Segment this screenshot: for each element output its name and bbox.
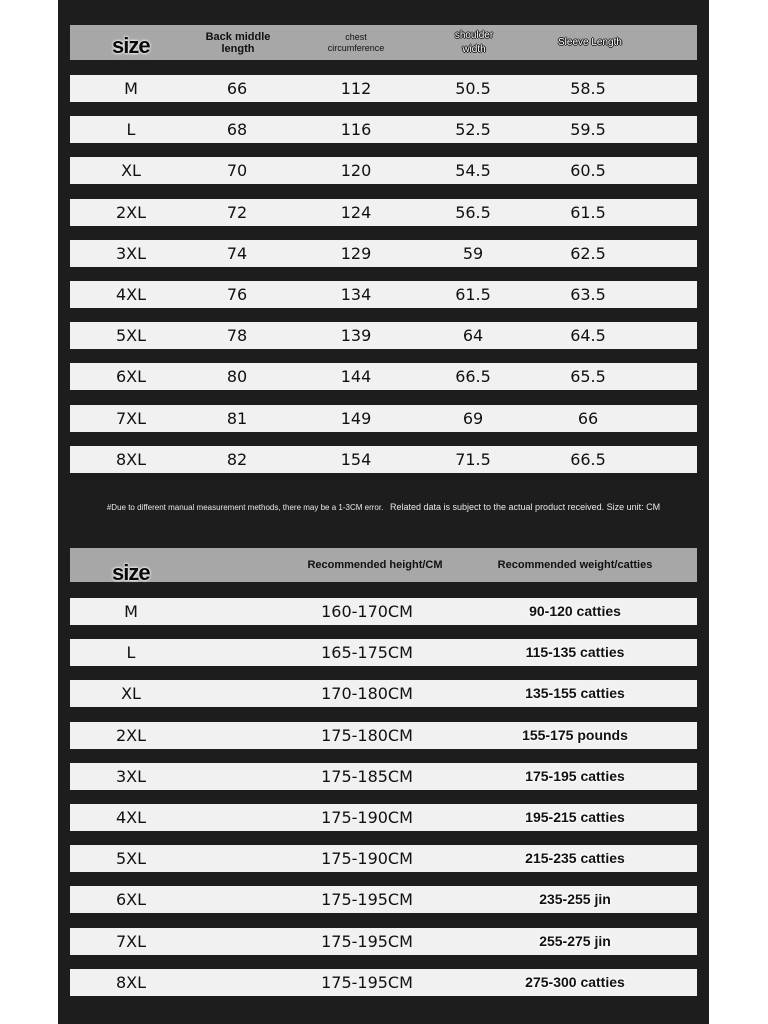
cell-sleeve: 64.5: [570, 326, 606, 346]
cell-back: 82: [226, 449, 248, 469]
cell-chest: 112: [340, 79, 372, 98]
cell-height: 170-180CM: [321, 684, 413, 704]
cell-size: 4XL: [115, 808, 147, 827]
cell-weight: 195-215 catties: [525, 809, 625, 825]
cell-sleeve: 60.5: [570, 161, 606, 181]
recommendation-table-header: [70, 548, 697, 585]
cell-weight: 255-275 jin: [539, 932, 611, 949]
size-header-label: size: [112, 33, 150, 58]
cell-weight: 175-195 catties: [525, 767, 625, 784]
cell-sleeve: 66: [577, 408, 599, 428]
table-row: [70, 116, 697, 143]
table-row: [70, 928, 697, 955]
cell-back: 78: [226, 326, 248, 346]
table-row: [70, 804, 697, 831]
cell-size: 4XL: [115, 285, 147, 304]
table-row: [70, 157, 697, 184]
cell-weight: 235-255 jin: [539, 891, 611, 908]
cell-shoulder: 59: [462, 243, 484, 263]
cell-chest: 149: [340, 408, 372, 428]
cell-weight: 275-300 catties: [525, 973, 625, 990]
cell-shoulder: 69: [462, 408, 484, 428]
cell-size: 2XL: [115, 202, 147, 222]
cell-sleeve: 61.5: [570, 202, 606, 222]
cell-chest: 120: [340, 161, 372, 181]
header-sleeve: Sleeve Length: [558, 36, 622, 48]
table-row: [70, 598, 697, 625]
cell-chest: 129: [340, 243, 372, 263]
cell-height: 165-175CM: [321, 643, 413, 663]
cell-shoulder: 52.5: [455, 120, 491, 140]
cell-size: 8XL: [115, 449, 147, 469]
cell-weight: 135-155 catties: [525, 685, 625, 702]
cell-back: 66: [226, 79, 248, 98]
header-height: Recommended height/CM: [307, 559, 443, 571]
cell-size: 3XL: [115, 766, 147, 786]
cell-shoulder: 56.5: [455, 202, 491, 222]
cell-size: 7XL: [115, 931, 147, 951]
cell-height: 175-190CM: [321, 808, 413, 827]
table-row: [70, 199, 697, 226]
header-chest: chest circumference: [327, 31, 385, 53]
table-row: [70, 322, 697, 349]
cell-shoulder: 71.5: [455, 449, 491, 469]
cell-back: 70: [226, 161, 248, 181]
cell-sleeve: 59.5: [570, 120, 606, 140]
cell-height: 175-185CM: [321, 766, 413, 786]
cell-back: 80: [226, 367, 248, 387]
cell-size: 8XL: [115, 972, 147, 992]
cell-back: 74: [226, 243, 248, 263]
cell-size: 6XL: [115, 890, 147, 910]
cell-size: XL: [121, 684, 141, 704]
table-row: [70, 240, 697, 267]
cell-size: 7XL: [115, 408, 147, 428]
cell-shoulder: 61.5: [455, 285, 491, 304]
note-part2: Related data is subject to the actual product received. Size unit: CM: [389, 502, 661, 512]
cell-sleeve: 63.5: [570, 285, 606, 304]
measurement-note: [70, 502, 697, 512]
table-row: [70, 281, 697, 308]
header-shoulder: shoulder width: [454, 29, 494, 55]
cell-chest: 144: [340, 367, 372, 387]
cell-height: 160-170CM: [321, 602, 413, 621]
cell-height: 175-190CM: [321, 849, 413, 869]
table-row: [70, 969, 697, 996]
cell-size: 3XL: [115, 243, 147, 263]
note-part1: #Due to different manual measurement methods, there may be a 1-3CM error.: [106, 503, 384, 512]
cell-back: 81: [226, 408, 248, 428]
cell-size: 5XL: [115, 849, 147, 869]
table-row: [70, 680, 697, 707]
measurement-table-header: [70, 25, 697, 60]
cell-weight: 90-120 catties: [529, 603, 621, 619]
cell-size: 5XL: [115, 326, 147, 346]
cell-size: M: [124, 602, 138, 621]
cell-back: 72: [226, 202, 248, 222]
table-row: [70, 639, 697, 666]
cell-sleeve: 65.5: [570, 367, 606, 387]
cell-size: XL: [121, 161, 141, 181]
cell-chest: 124: [340, 202, 372, 222]
cell-shoulder: 50.5: [455, 79, 491, 98]
cell-shoulder: 54.5: [455, 161, 491, 181]
cell-back: 76: [226, 285, 248, 304]
header-back-length: Back middle length: [205, 30, 271, 55]
cell-sleeve: 66.5: [570, 449, 606, 469]
cell-height: 175-195CM: [321, 972, 413, 992]
cell-height: 175-180CM: [321, 725, 413, 745]
cell-height: 175-195CM: [321, 931, 413, 951]
cell-sleeve: 58.5: [570, 79, 606, 98]
table-row: [70, 75, 697, 102]
cell-shoulder: 64: [462, 326, 484, 346]
cell-size: 2XL: [115, 725, 147, 745]
cell-weight: 115-135 catties: [525, 644, 625, 661]
cell-size: L: [126, 120, 136, 140]
table-row: [70, 763, 697, 790]
cell-weight: 215-235 catties: [525, 850, 625, 867]
table-row: [70, 722, 697, 749]
cell-chest: 116: [340, 120, 372, 140]
cell-size: M: [124, 79, 138, 98]
cell-chest: 154: [340, 449, 372, 469]
cell-back: 68: [226, 120, 248, 140]
table-row: [70, 845, 697, 872]
cell-chest: 139: [340, 326, 372, 346]
table-row: [70, 405, 697, 432]
header-weight: Recommended weight/catties: [497, 559, 653, 571]
cell-height: 175-195CM: [321, 890, 413, 910]
table-row: [70, 886, 697, 913]
cell-shoulder: 66.5: [455, 367, 491, 387]
table-row: [70, 446, 697, 473]
cell-size: L: [126, 643, 136, 663]
size-header-label-2: size: [112, 560, 150, 585]
cell-chest: 134: [340, 285, 372, 304]
cell-weight: 155-175 pounds: [522, 726, 628, 743]
cell-size: 6XL: [115, 367, 147, 387]
cell-sleeve: 62.5: [570, 243, 606, 263]
table-row: [70, 363, 697, 390]
